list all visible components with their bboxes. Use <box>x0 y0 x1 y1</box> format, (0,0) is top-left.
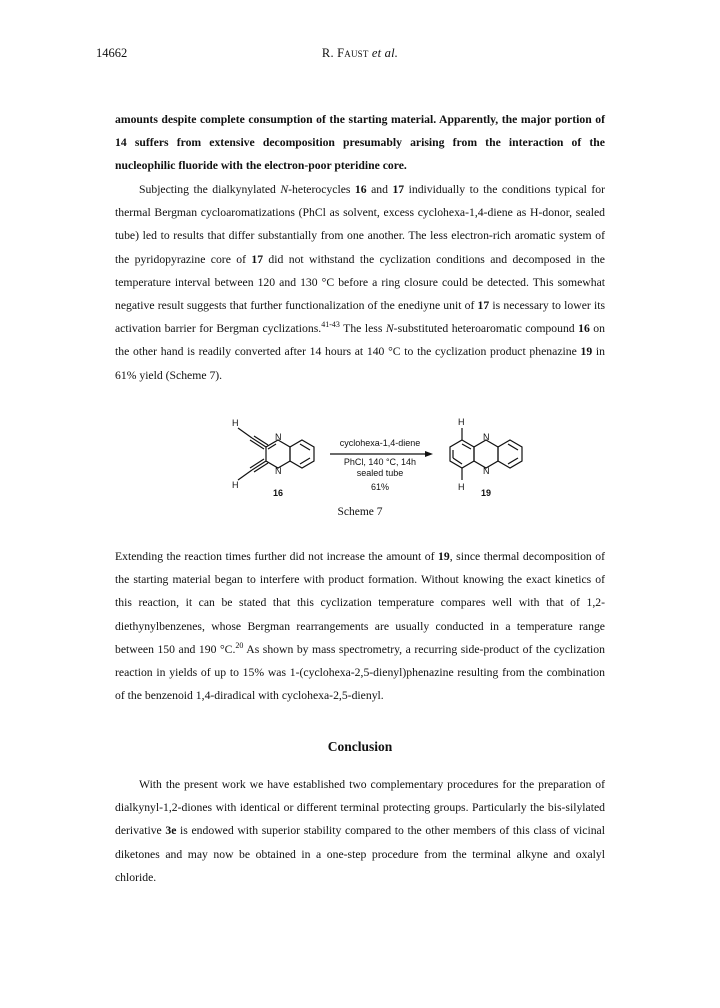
conclusion-heading: Conclusion <box>327 739 393 754</box>
benzene-ring-19b <box>498 440 522 468</box>
paragraph-1: amounts despite complete consumption of the starting material. Apparently, the major portion of 14 suffers from extensive decomposition presumably arising from the interaction of the nucleophilic fluoride with the electron-poor pteridine core. <box>115 113 605 173</box>
arrow-head <box>425 451 433 457</box>
svg-text:H: H <box>458 482 465 492</box>
svg-text:N: N <box>275 432 282 442</box>
conditions-label-2: sealed tube <box>356 468 404 478</box>
conclusion-paragraph: With the present work we have established two complementary procedures for the preparation of dialkynyl-1,2-diones with identical or different terminal protecting groups. Particularly the bis-silylated derivative 3e is endowed with superior stability compared to the other members of this class of vicinal diketones and may now be obtained in a one-step procedure from the terminal alkyne and oxalyl chloride. <box>115 778 605 884</box>
paragraph-3: Extending the reaction times further did not increase the amount of 19, since thermal decomposition of the starting material began to interfere with product formation. Without knowing the exact kinetics of this reaction, it can be stated that this cyclization temperature compares well with that of 1,2-diethynylbenzenes, whose Bergman rearrangements are usually conducted in a temperature range between 150 and 190 °C.$^{20}$ As shown by mass spectrometry, a recurring side-product of the cyclization reaction in yields of up to 15% was 1-(cyclohexa-2,5-dienyl)phenazine resulting from the combination of the benzenoid 1,4-diradical with cyclohexa-2,5-dienyl. <box>115 550 606 703</box>
svg-text:H: H <box>232 418 239 428</box>
svg-text:N: N <box>483 466 490 476</box>
compound-label-19: 19 <box>480 488 492 498</box>
svg-text:N: N <box>483 432 490 442</box>
reaction-scheme-drawing <box>220 410 540 505</box>
svg-text:H: H <box>458 417 465 427</box>
conditions-label-1: PhCl, 140 °C, 14h <box>343 457 417 467</box>
compound-label-16: 16 <box>272 488 284 498</box>
pyrazine-ring-19 <box>474 440 498 468</box>
paragraph-2: Subjecting the dialkynylated N-heterocycles 16 and 17 individually to the conditions typical for thermal Bergman cycloaromatizations (PhCl as solvent, excess cyclohexa-1,4-diene as H-donor, sealed tube) led to results that differ substantially from one another. The less electron-rich aromatic system of the pyridopyrazine core of 17 did not withstand the cyclization conditions and decomposed in the temperature interval between 120 and 130 °C before a ring closure could be detected. This somewhat negative result suggests that further functionalization of the enediyne unit of 17 is necessary to lower its activation barrier for Bergman cyclizations.$^{41-43}$ The less N-substituted heteroaromatic compound 16 on the other hand is readily converted after 14 hours at 140 °C to the cyclization product phenazine 19 in 61% yield (Scheme 7). <box>115 183 606 382</box>
page-header <box>0 46 720 66</box>
svg-text:H: H <box>232 480 239 490</box>
pyrazine-ring-16 <box>266 440 290 468</box>
reagent-label: cyclohexa-1,4-diene <box>339 438 421 448</box>
running-head: R. Faust et al. <box>321 46 399 60</box>
benzene-ring-16 <box>290 440 314 468</box>
yield-label: 61% <box>370 482 390 492</box>
page-number: 14662 <box>96 46 128 60</box>
svg-text:N: N <box>275 466 282 476</box>
scheme-caption: Scheme 7 <box>337 506 383 518</box>
